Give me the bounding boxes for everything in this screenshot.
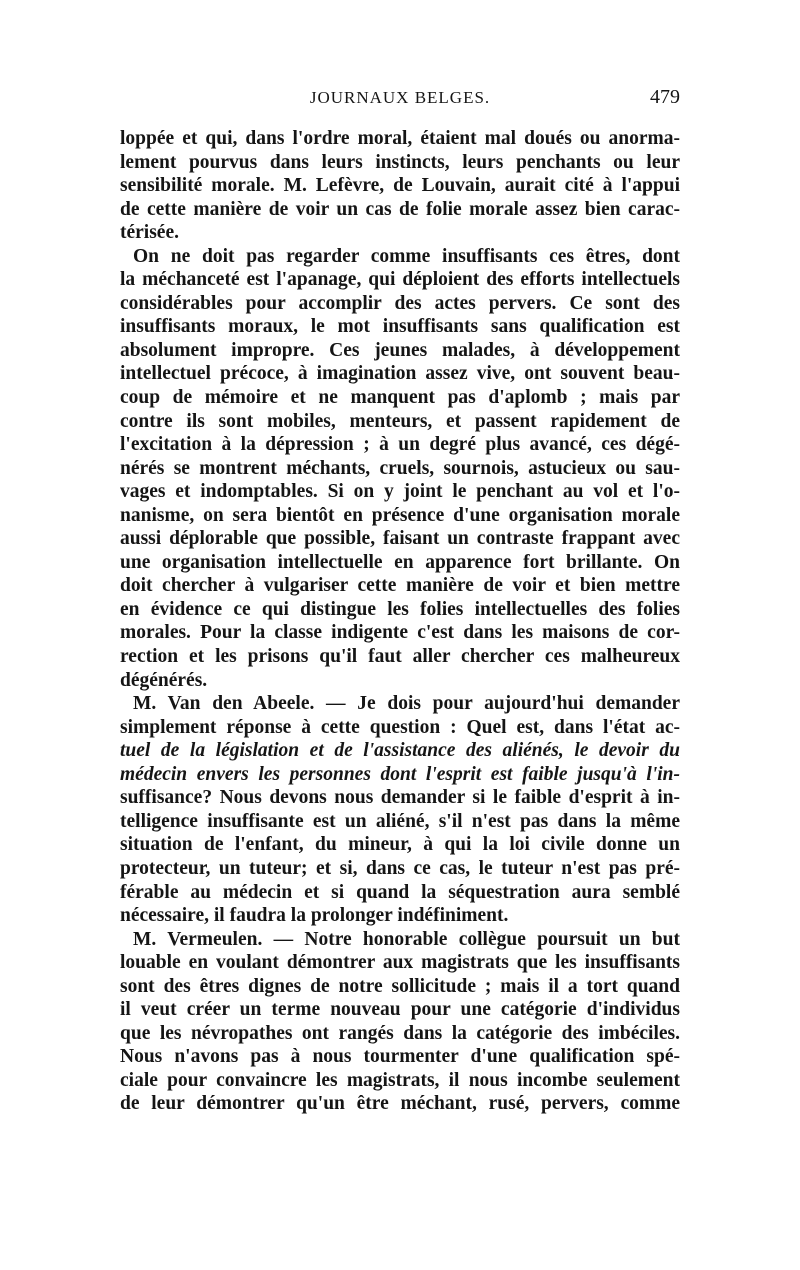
text-line: sensibilité morale. M. Lefèvre, de Louvain, aurait cité à l'appui — [120, 175, 680, 197]
text-line: protecteur, un tuteur; et si, dans ce cas, le tuteur n'est pas pré- — [120, 857, 680, 879]
text-line: contre ils sont mobiles, menteurs, et passent rapidement de — [120, 410, 680, 432]
text-line: doit chercher à vulgariser cette manière de voir et bien mettre — [120, 575, 680, 597]
text-line: férable au médecin et si quand la séquestration aura semblé — [120, 881, 680, 903]
text-line: nérés se montrent méchants, cruels, sournois, astucieux ou sau- — [120, 457, 680, 479]
text-line: simplement réponse à cette question : Quel est, dans l'état ac- — [120, 716, 680, 738]
text-line: coup de mémoire et ne manquent pas d'aplomb ; mais par — [120, 387, 680, 409]
text-line: telligence insuffisante est un aliéné, s'il n'est pas dans la même — [120, 810, 680, 832]
text-line: de cette manière de voir un cas de folie morale assez bien carac- — [120, 198, 680, 220]
text-line: On ne doit pas regarder comme insuffisants ces êtres, dont — [133, 245, 680, 267]
text-line: ciale pour convaincre les magistrats, il nous incombe seulement — [120, 1069, 680, 1091]
text-line: térisée. — [120, 222, 179, 244]
text-line: l'excitation à la dépression ; à un degré plus avancé, ces dégé- — [120, 434, 680, 456]
text-line: M. Van den Abeele. — Je dois pour aujourd'hui demander — [133, 693, 680, 715]
text-line: morales. Pour la classe indigente c'est dans les maisons de cor- — [120, 622, 680, 644]
text-line: de leur démontrer qu'un être méchant, rusé, pervers, comme — [120, 1093, 680, 1115]
text-line: en évidence ce qui distingue les folies intellectuelles des folies — [120, 598, 680, 620]
running-head — [120, 88, 680, 116]
text-line: la méchanceté est l'apanage, qui déploient des efforts intellectuels — [120, 269, 680, 291]
running-title: JOURNAUX BELGES. — [309, 88, 491, 107]
text-line: que les névropathes ont rangés dans la catégorie des imbéciles. — [120, 1022, 680, 1044]
text-line: suffisance? Nous devons nous demander si le faible d'esprit à in- — [120, 787, 680, 809]
text-line: situation de l'enfant, du mineur, à qui la loi civile donne un — [120, 834, 680, 856]
text-line: M. Vermeulen. — Notre honorable collègue poursuit un but — [133, 928, 680, 950]
text-line: il veut créer un terme nouveau pour une catégorie d'individus — [120, 999, 680, 1021]
text-line: considérables pour accomplir des actes pervers. Ce sont des — [120, 292, 680, 314]
body-text — [120, 127, 680, 1116]
text-line: aussi déplorable que possible, faisant un contraste frappant avec — [120, 528, 680, 550]
text-line: rection et les prisons qu'il faut aller chercher ces malheureux — [120, 646, 680, 668]
text-line: vages et indomptables. Si on y joint le penchant au vol et l'o- — [120, 481, 680, 503]
text-line: intellectuel précoce, à imagination assez vive, ont souvent beau- — [120, 363, 680, 385]
text-line: absolument impropre. Ces jeunes malades, à développement — [120, 339, 680, 361]
text-line: nécessaire, il faudra la prolonger indéfiniment. — [120, 905, 509, 927]
text-line: une organisation intellectuelle en apparence fort brillante. On — [120, 551, 680, 573]
page-number: 479 — [650, 86, 680, 108]
text-line: tuel de la législation et de l'assistance des aliénés, le devoir du — [120, 740, 680, 762]
text-line: louable en voulant démontrer aux magistrats que les insuffisants — [120, 952, 680, 974]
text-line: insuffisants moraux, le mot insuffisants sans qualification est — [120, 316, 680, 338]
text-line: nanisme, on sera bientôt en présence d'une organisation morale — [120, 504, 680, 526]
text-line: lement pourvus dans leurs instincts, leurs penchants ou leur — [120, 151, 680, 173]
text-line: médecin envers les personnes dont l'esprit est faible jusqu'à l'in- — [120, 763, 680, 785]
text-line: loppée et qui, dans l'ordre moral, étaient mal doués ou anorma- — [120, 128, 680, 149]
text-line: dégénérés. — [120, 669, 208, 691]
text-line: Nous n'avons pas à nous tourmenter d'une qualification spé- — [120, 1046, 680, 1068]
text-line: sont des êtres dignes de notre sollicitude ; mais il a tort quand — [120, 975, 680, 997]
